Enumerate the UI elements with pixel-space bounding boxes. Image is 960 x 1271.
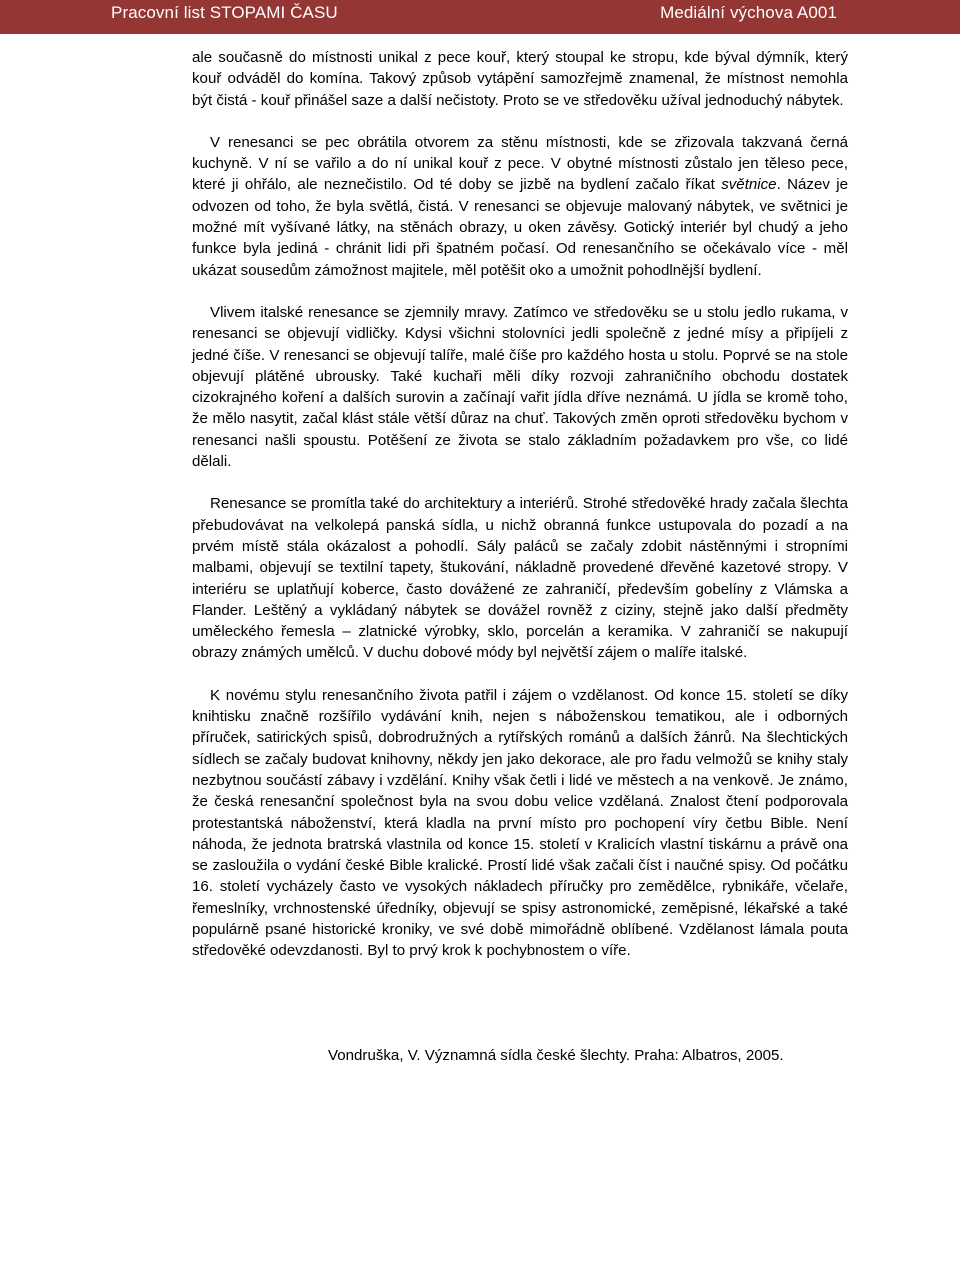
paragraph-1: ale současně do místnosti unikal z pece kouř, který stoupal ke stropu, kde býval dýmník, který kouř odváděl do komína. Takový způsob vytápění samozřejmě znamenal, že místnost nemohla být čistá - kouř přinášel saze a další nečistoty. Proto se ve středověku užíval jednoduchý nábytek. — [192, 49, 848, 109]
paragraph-4: Renesance se promítla také do architektury a interiérů. Strohé středověké hrady začala šlechta přebudovávat na velkolepá panská sídla, u nichž obranná funkce ustupovala do pozadí a na prvém místě stála okázalost a pohodlí. Sály paláců se začaly zdobit nástěnnými i stropními malbami, objevují se textilní tapety, štukování, nákladně provedené dřevěné kazetové stropy. V interiéru se uplatňují koberce, často dovážené ze zahraničí, především gobelíny z Vlámska a Flander. Leštěný a vykládaný nábytek se dovážel rovněž z ciziny, stejně jako další předměty uměleckého řemesla – zlatnické výrobky, sklo, porcelán a keramika. V zahraničí se nakupují obrazy známých umělců. V duchu dobové módy byl největší zájem o malíře italské. — [192, 495, 848, 662]
page-header — [0, 0, 960, 34]
citation: Vondruška, V. Významná sídla české šlechty. Praha: Albatros, 2005. — [328, 1047, 784, 1064]
header-code: Mediální výchova A001 — [660, 3, 837, 22]
paragraph-2 — [192, 132, 848, 281]
header-title: Pracovní list STOPAMI ČASU — [111, 3, 338, 22]
paragraph-5: K novému stylu renesančního života patřil i zájem o vzdělanost. Od konce 15. století se díky knihtisku značně rozšířilo vydávání knih, nejen s náboženskou tematikou, ale i odborných příruček, satirických spisů, dobrodružných a rytířských románů a dalších žánrů. Na šlechtických sídlech se začaly budovat knihovny, někdy jen jako dekorace, ale pro řadu velmožů se knihy staly nezbytnou součástí zábavy i vzdělání. Knihy však četli i lidé ve městech a na venkově. Je známo, že česká renesanční společnost byla na svou dobu velice vzdělaná. Znalost čtení podporovala protestantská náboženství, která kladla na první místo pro pochopení víry četbu Bible. Není náhoda, že jednota bratrská vlastnila od konce 15. století v Kralicích vlastní tiskárnu a právě ona se zasloužila o vydání české Bible kralické. Prostí lidé však začali číst i naučné spisy. Od počátku 16. století vycházely často ve vysokých nákladech příručky pro zemědělce, rybnikáře, včelaře, řemeslníky, vrchnostenské úředníky, objevují se spisy astronomické, zeměpisné, lékařské a také populárně psané historické kroniky, ve své době mimořádně oblíbené. Vzdělanost lámala pouta středověké odevzdanosti. Byl to prvý krok k pochybnostem o víře. — [192, 686, 848, 960]
paragraph-3: Vlivem italské renesance se zjemnily mravy. Zatímco ve středověku se u stolu jedlo rukama, v renesanci se objevují vidličky. Kdysi všichni stolovníci jedli společně z jedné mísy a připíjeli z jedné číše. V renesanci se objevují talíře, malé číše pro každého hosta u stolu. Poprvé se na stole objevují plátěné ubrousky. Také kuchaři měli díky rozvoji zahraničního obchodu dostatek cizokrajného koření a dalších surovin a začínají vařit jídla dříve neznámá. U jídla se kromě toho, že mělo nasytit, začal klást stále větší důraz na chuť. Takových změn oproti středověku bychom v renesanci našli spoustu. Potěšení ze života se stalo základním požadavkem pro vše, co lidé dělali. — [192, 303, 848, 471]
paragraph-2-part-a: V renesanci se pec obrátila otvorem za stěnu místnosti, kde se zřizovala takzvaná černá kuchyně. V ní se vařilo a do ní unikal kouř z pece. V obytné místnosti zůstalo jen těleso pece, které ji ohřálo, ale neznečistilo. Od té doby se jizbě na bydlení začalo říkat — [192, 133, 848, 194]
document-body — [192, 47, 848, 983]
emphasis-svetnice: světnice — [721, 176, 777, 194]
paragraph-2-part-b: . Název je odvozen od toho, že byla světlá, čistá. V renesanci se objevuje malovaný nábytek, ve světnici je možné mít vyšívané látky, na stěnách obrazy, u oken závěsy. Gotický interiér byl chudý a jeho funkce byla jediná - chránit lidi při špatném počasí. Od renesančního se očekávalo více - měl ukázat sousedům zámožnost majitele, měl potěšit oko a umožnit pohodlnější bydlení. — [192, 176, 848, 279]
